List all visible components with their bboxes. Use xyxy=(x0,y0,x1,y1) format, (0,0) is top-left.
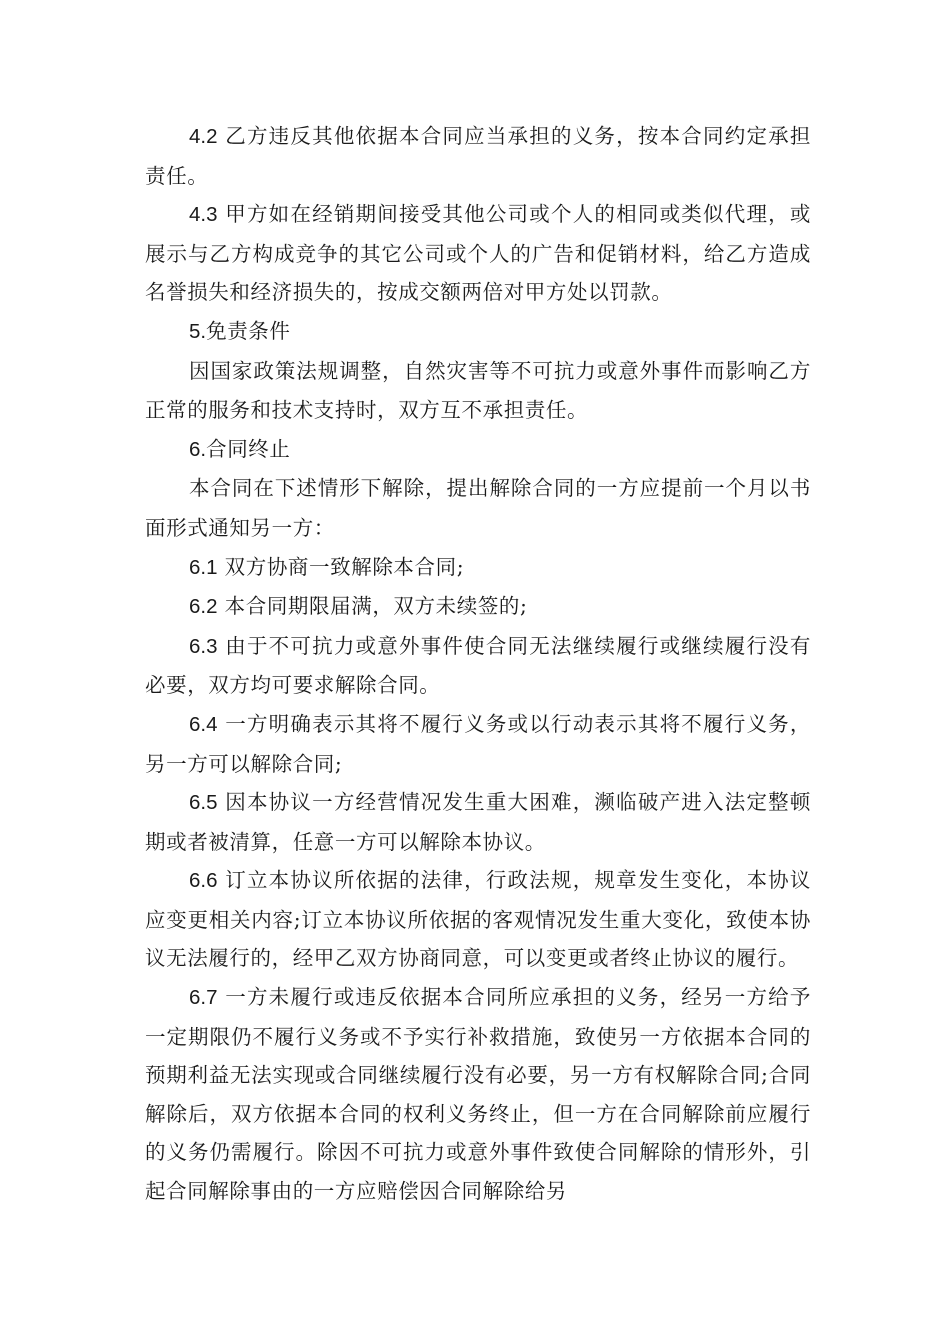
section-number: 6. xyxy=(189,437,207,461)
clause-text: 本合同期限届满，双方未续签的; xyxy=(217,594,528,619)
clause-number: 4.2 xyxy=(189,125,218,148)
clause-6-4 xyxy=(145,705,811,783)
clause-text: 由于不可抗力或意外事件使合同无法继续履行或继续履行没有必要，双方均可要求解除合同。 xyxy=(145,633,811,698)
clause-text: 因本协议一方经营情况发生重大困难，濒临破产进入法定整顿期或者被清算，任意一方可以解除本协议。 xyxy=(145,790,811,854)
clause-text: 一方未履行或违反依据本合同所应承担的义务，经另一方给予一定期限仍不履行义务或不予实行补救措施，致使另一方依据本合同的预期利益无法实现或合同继续履行没有必要，另一方有权解除合同;合同解除后，双方依据本合同的权利义务终止，但一方在合同解除前应履行的义务仍需履行。除因不可抗力或意外事件致使合同解除的情形外，引起合同解除事由的一方应赔偿因合同解除给另 xyxy=(145,985,811,1204)
clause-text: 一方明确表示其将不履行义务或以行动表示其将不履行义务，另一方可以解除合同; xyxy=(145,711,811,776)
clause-text: 因国家政策法规调整，自然灾害等不可抗力或意外事件而影响乙方正常的服务和技术支持时，双方互不承担责任。 xyxy=(145,358,811,423)
clause-text: 订立本协议所依据的法律，行政法规，规章发生变化，本协议应变更相关内容;订立本协议所依据的客观情况发生重大变化，致使本协议无法履行的，经甲乙双方协商同意，可以变更或者终止协议的履行。 xyxy=(145,868,811,971)
clause-number: 6.5 xyxy=(189,791,218,815)
clause-text: 甲方如在经销期间接受其他公司或个人的相同或类似代理，或展示与乙方构成竞争的其它公司或个人的广告和促销材料，给乙方造成名誉损失和经济损失的，按成交额两倍对甲方处以罚款。 xyxy=(145,202,811,305)
clause-number: 6.3 xyxy=(189,634,218,658)
section-6-intro xyxy=(145,469,811,547)
clause-6-3 xyxy=(145,627,811,705)
clause-text: 乙方违反其他依据本合同应当承担的义务，按本合同约定承担责任。 xyxy=(145,124,811,188)
clause-6-2 xyxy=(145,587,811,627)
clause-6-7 xyxy=(145,978,811,1211)
clause-4-2 xyxy=(145,117,811,195)
clause-number: 6.1 xyxy=(189,555,218,579)
section-title: 免责条件 xyxy=(206,318,291,343)
clause-number: 4.3 xyxy=(189,203,218,227)
clause-6-6 xyxy=(145,861,811,978)
section-5-text xyxy=(145,352,811,430)
section-heading-5 xyxy=(145,312,811,352)
document-body xyxy=(145,117,811,1211)
clause-text: 双方协商一致解除本合同; xyxy=(217,554,465,579)
clause-number: 6.2 xyxy=(189,595,218,619)
clause-text: 本合同在下述情形下解除，提出解除合同的一方应提前一个月以书面形式通知另一方： xyxy=(145,476,811,540)
section-heading-6 xyxy=(145,430,811,470)
clause-number: 6.4 xyxy=(189,712,218,736)
clause-6-1 xyxy=(145,548,811,588)
clause-4-3 xyxy=(145,195,811,312)
section-number: 5. xyxy=(189,319,207,343)
section-title: 合同终止 xyxy=(206,436,291,461)
clause-number: 6.6 xyxy=(189,869,218,893)
clause-6-5 xyxy=(145,783,811,861)
clause-number: 6.7 xyxy=(189,986,218,1010)
